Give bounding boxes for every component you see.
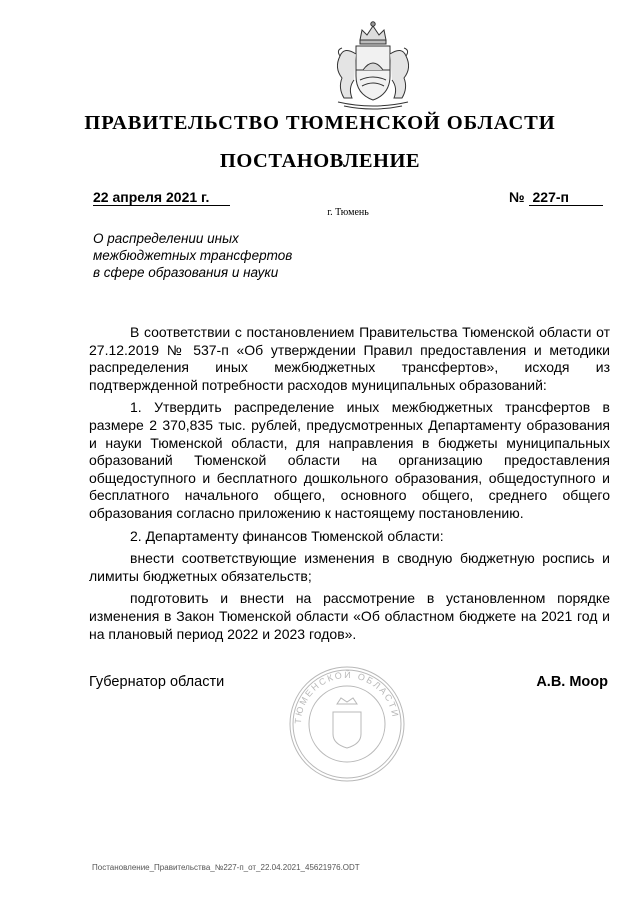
document-subject xyxy=(93,230,292,281)
subject-line: межбюджетных трансфертов xyxy=(93,248,293,263)
tyumen-coat-of-arms-icon xyxy=(318,18,428,114)
signer-name: А.В. Моор xyxy=(536,674,608,690)
number-value: 227-п xyxy=(529,189,603,206)
body-paragraph: 1. Утвердить распределение иных межбюджетных трансфертов в размере 2 370,835 тыс. рублей, предусмотренных Департаменту образования и науки Тюменской области, для направления в бюджеты муниципальных образований Тюменской области на организацию предоставления общедоступного и бесплатного дошкольного образования, общедоступного и бесплатного начального общего, основного общего, среднего общего образования согласно приложению к настоящему постановлению. xyxy=(89,399,610,521)
document-body xyxy=(89,324,610,648)
number-label: № xyxy=(509,189,525,205)
body-paragraph: подготовить и внести на рассмотрение в установленном порядке изменения в Закон Тюменской области «Об областном бюджете на 2021 год и на плановый период 2022 и 2023 годов». xyxy=(89,590,610,642)
document-number xyxy=(509,189,603,206)
city: г. Тюмень xyxy=(327,207,369,218)
government-title: ПРАВИТЕЛЬСТВО ТЮМЕНСКОЙ ОБЛАСТИ xyxy=(84,112,556,134)
file-footer: Постановление_Правительства_№227-п_от_22.04.2021_45621976.ODT xyxy=(92,863,360,872)
body-paragraph: внести соответствующие изменения в сводную бюджетную роспись и лимиты бюджетных обязательств; xyxy=(89,550,610,584)
subject-line: в сфере образования и науки xyxy=(93,265,279,280)
body-paragraph: В соответствии с постановлением Правительства Тюменской области от 27.12.2019 № 537-п «Об утверждении Правил предоставления и методики распределения иных межбюджетных трансфертов», исходя из подтвержденной потребности расходов муниципальных образований: xyxy=(89,324,610,393)
body-paragraph: 2. Департаменту финансов Тюменской области: xyxy=(130,527,444,544)
seal-text: ТЮМЕНСКОЙ ОБЛАСТИ xyxy=(292,669,401,725)
subject-line: О распределении иных xyxy=(93,231,239,246)
document-type: ПОСТАНОВЛЕНИЕ xyxy=(219,150,421,172)
document-date: 22 апреля 2021 г. xyxy=(93,189,230,206)
round-seal-icon xyxy=(287,664,407,784)
signer-position: Губернатор области xyxy=(89,674,225,690)
